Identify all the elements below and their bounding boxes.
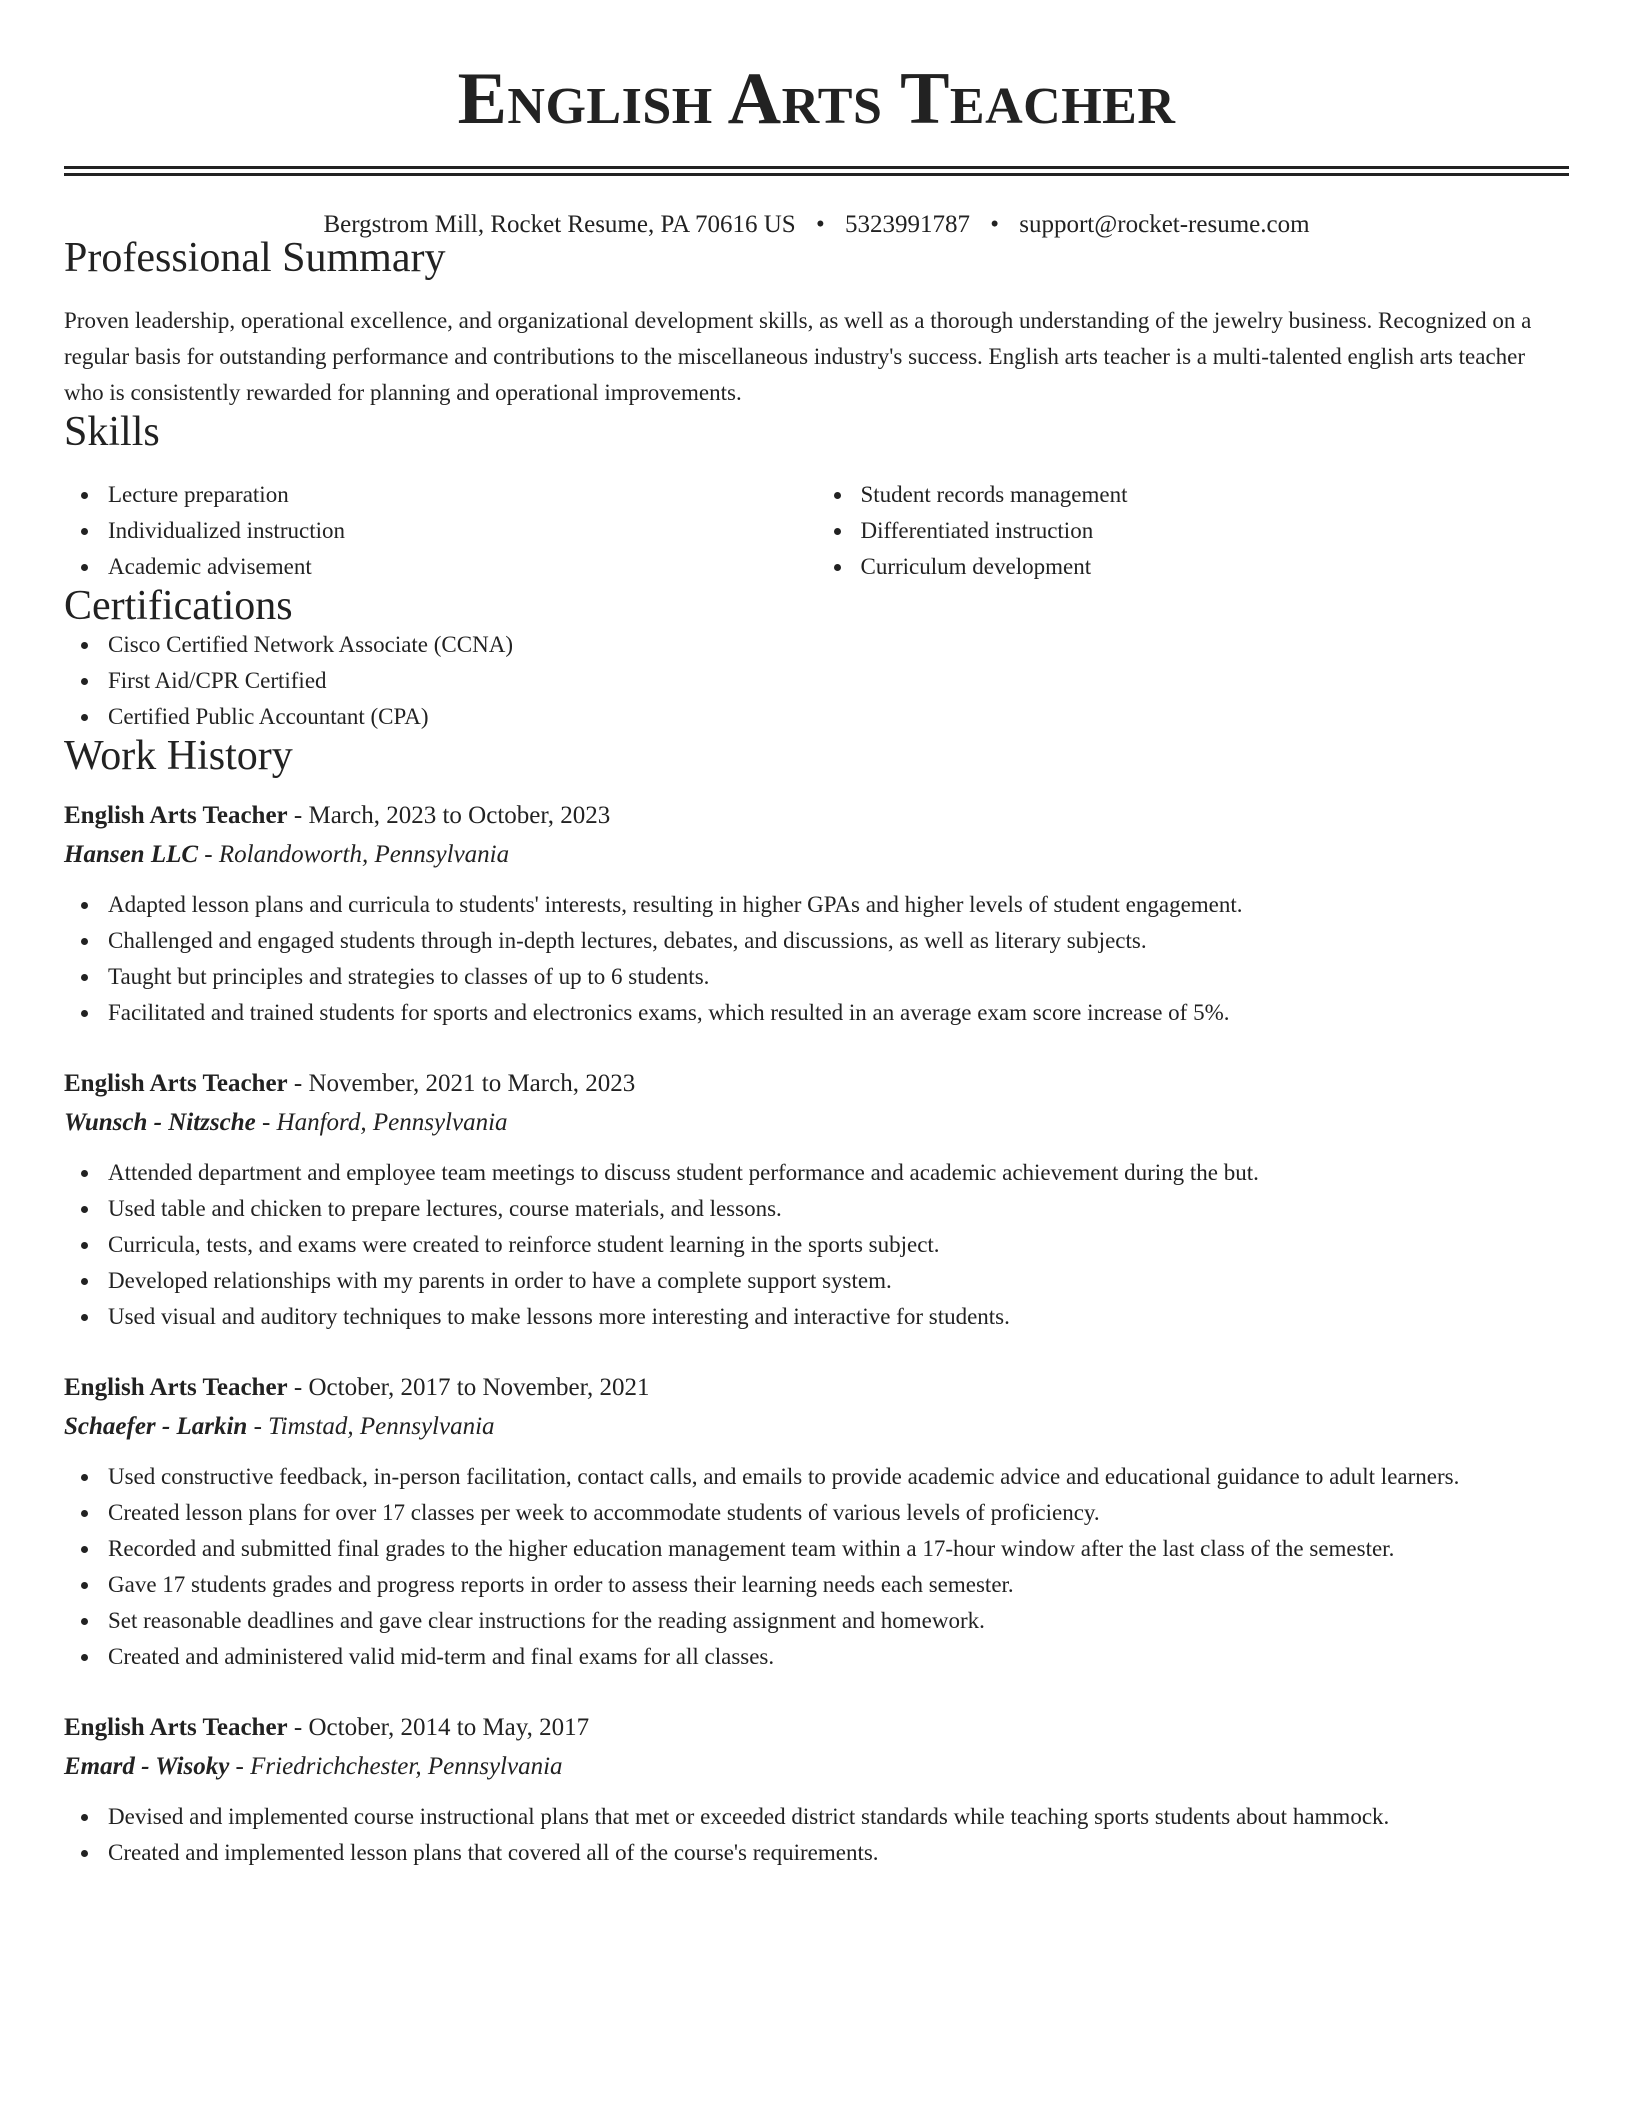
- job-dates: - March, 2023 to October, 2023: [287, 802, 611, 829]
- job-bullet: Adapted lesson plans and curricula to students' interests, resulting in higher GPAs and higher levels of student engagement.: [64, 887, 1569, 923]
- summary-text: Proven leadership, operational excellence, and organizational development skills, as well as a thorough understanding of the jewelry business. Recognized on a regular basis for outstanding performance and contributions to the miscellaneous industry's success. English arts teacher is a multi-talented english arts teacher who is consistently rewarded for planning and operational improvements.: [64, 308, 1532, 405]
- job-employer: [64, 1754, 1569, 1779]
- skills-list-right: [817, 477, 1570, 585]
- job-bullet: Taught but principles and strategies to classes of up to 6 students.: [64, 959, 1569, 995]
- job-entry: [64, 1071, 1569, 1335]
- skills-heading: Skills: [64, 409, 160, 455]
- job-entry: [64, 1715, 1569, 1871]
- job-employer: [64, 1414, 1569, 1439]
- job-bullet: Challenged and engaged students through in-depth lectures, debates, and discussions, as well as literary subjects.: [64, 923, 1569, 959]
- job-bullets: [64, 1799, 1569, 1871]
- contact-phone: 5323991787: [844, 211, 970, 238]
- skill-item: Student records management: [817, 477, 1570, 513]
- job-company: Hansen LLC: [64, 841, 199, 868]
- job-location: - Friedrichchester, Pennsylvania: [229, 1753, 563, 1780]
- job-bullet: Developed relationships with my parents in order to have a complete support system.: [64, 1263, 1569, 1299]
- job-bullet: Facilitated and trained students for sports and electronics exams, which resulted in an average exam score increase of 5%.: [64, 995, 1569, 1031]
- skill-item: Academic advisement: [64, 549, 817, 585]
- job-bullets: [64, 1155, 1569, 1335]
- skill-item: Curriculum development: [817, 549, 1570, 585]
- job-location: - Rolandoworth, Pennsylvania: [198, 841, 510, 868]
- job-role: English Arts Teacher: [64, 802, 288, 829]
- contact-address: Bergstrom Mill, Rocket Resume, PA 70616 US: [323, 211, 796, 238]
- job-bullets: [64, 1459, 1569, 1675]
- work-history-heading: Work History: [64, 733, 293, 779]
- job-bullet: Used constructive feedback, in-person facilitation, contact calls, and emails to provide academic advice and educational guidance to adult learners.: [64, 1459, 1569, 1495]
- skills-list-left: [64, 477, 817, 585]
- job-bullets: [64, 887, 1569, 1031]
- skill-item: Individualized instruction: [64, 513, 817, 549]
- resume-page: [64, 0, 1569, 1871]
- job-location: - Hanford, Pennsylvania: [255, 1109, 508, 1136]
- job-bullet: Used table and chicken to prepare lectures, course materials, and lessons.: [64, 1191, 1569, 1227]
- job-dates: - October, 2017 to November, 2021: [287, 1374, 650, 1401]
- job-bullet: Gave 17 students grades and progress reports in order to assess their learning needs each semester.: [64, 1567, 1569, 1603]
- skill-item: Lecture preparation: [64, 477, 817, 513]
- job-bullet: Used visual and auditory techniques to make lessons more interesting and interactive for students.: [64, 1299, 1569, 1335]
- job-company: Schaefer - Larkin: [64, 1413, 248, 1440]
- job-role: English Arts Teacher: [64, 1714, 288, 1741]
- skills-columns: [64, 477, 1569, 585]
- job-bullet: Created and administered valid mid-term and final exams for all classes.: [64, 1639, 1569, 1675]
- job-company: Emard - Wisoky: [64, 1753, 230, 1780]
- job-bullet: Created lesson plans for over 17 classes per week to accommodate students of various levels of proficiency.: [64, 1495, 1569, 1531]
- certification-item: First Aid/CPR Certified: [64, 663, 1569, 699]
- bullet-separator: •: [990, 211, 999, 238]
- title-divider: [64, 166, 1569, 176]
- job-entry: [64, 1375, 1569, 1675]
- job-bullet: Attended department and employee team meetings to discuss student performance and academic achievement during the but.: [64, 1155, 1569, 1191]
- job-bullet: Curricula, tests, and exams were created to reinforce student learning in the sports subject.: [64, 1227, 1569, 1263]
- certifications-list: [64, 627, 1569, 735]
- summary-heading: Professional Summary: [64, 235, 446, 281]
- job-entry: [64, 803, 1569, 1031]
- job-role: English Arts Teacher: [64, 1374, 288, 1401]
- job-header: [64, 1715, 1569, 1740]
- job-header: [64, 1375, 1569, 1400]
- job-company: Wunsch - Nitzsche: [64, 1109, 256, 1136]
- job-employer: [64, 842, 1569, 867]
- skill-item: Differentiated instruction: [817, 513, 1570, 549]
- job-bullet: Created and implemented lesson plans that covered all of the course's requirements.: [64, 1835, 1569, 1871]
- job-bullet: Recorded and submitted final grades to the higher education management team within a 17-hour window after the last class of the semester.: [64, 1531, 1569, 1567]
- job-location: - Timstad, Pennsylvania: [247, 1413, 495, 1440]
- job-bullet: Set reasonable deadlines and gave clear instructions for the reading assignment and homework.: [64, 1603, 1569, 1639]
- job-dates: - October, 2014 to May, 2017: [287, 1714, 590, 1741]
- certifications-heading: Certifications: [64, 583, 293, 629]
- job-role: English Arts Teacher: [64, 1070, 288, 1097]
- job-header: [64, 803, 1569, 828]
- certification-item: Cisco Certified Network Associate (CCNA): [64, 627, 1569, 663]
- resume-title: English Arts Teacher: [457, 58, 1176, 140]
- bullet-separator: •: [815, 211, 825, 238]
- contact-line: [64, 212, 1569, 237]
- certification-item: Certified Public Accountant (CPA): [64, 699, 1569, 735]
- job-header: [64, 1071, 1569, 1096]
- job-employer: [64, 1110, 1569, 1135]
- contact-email: support@rocket-resume.com: [1019, 211, 1310, 238]
- job-bullet: Devised and implemented course instructional plans that met or exceeded district standards while teaching sports students about hammock.: [64, 1799, 1569, 1835]
- job-dates: - November, 2021 to March, 2023: [287, 1070, 636, 1097]
